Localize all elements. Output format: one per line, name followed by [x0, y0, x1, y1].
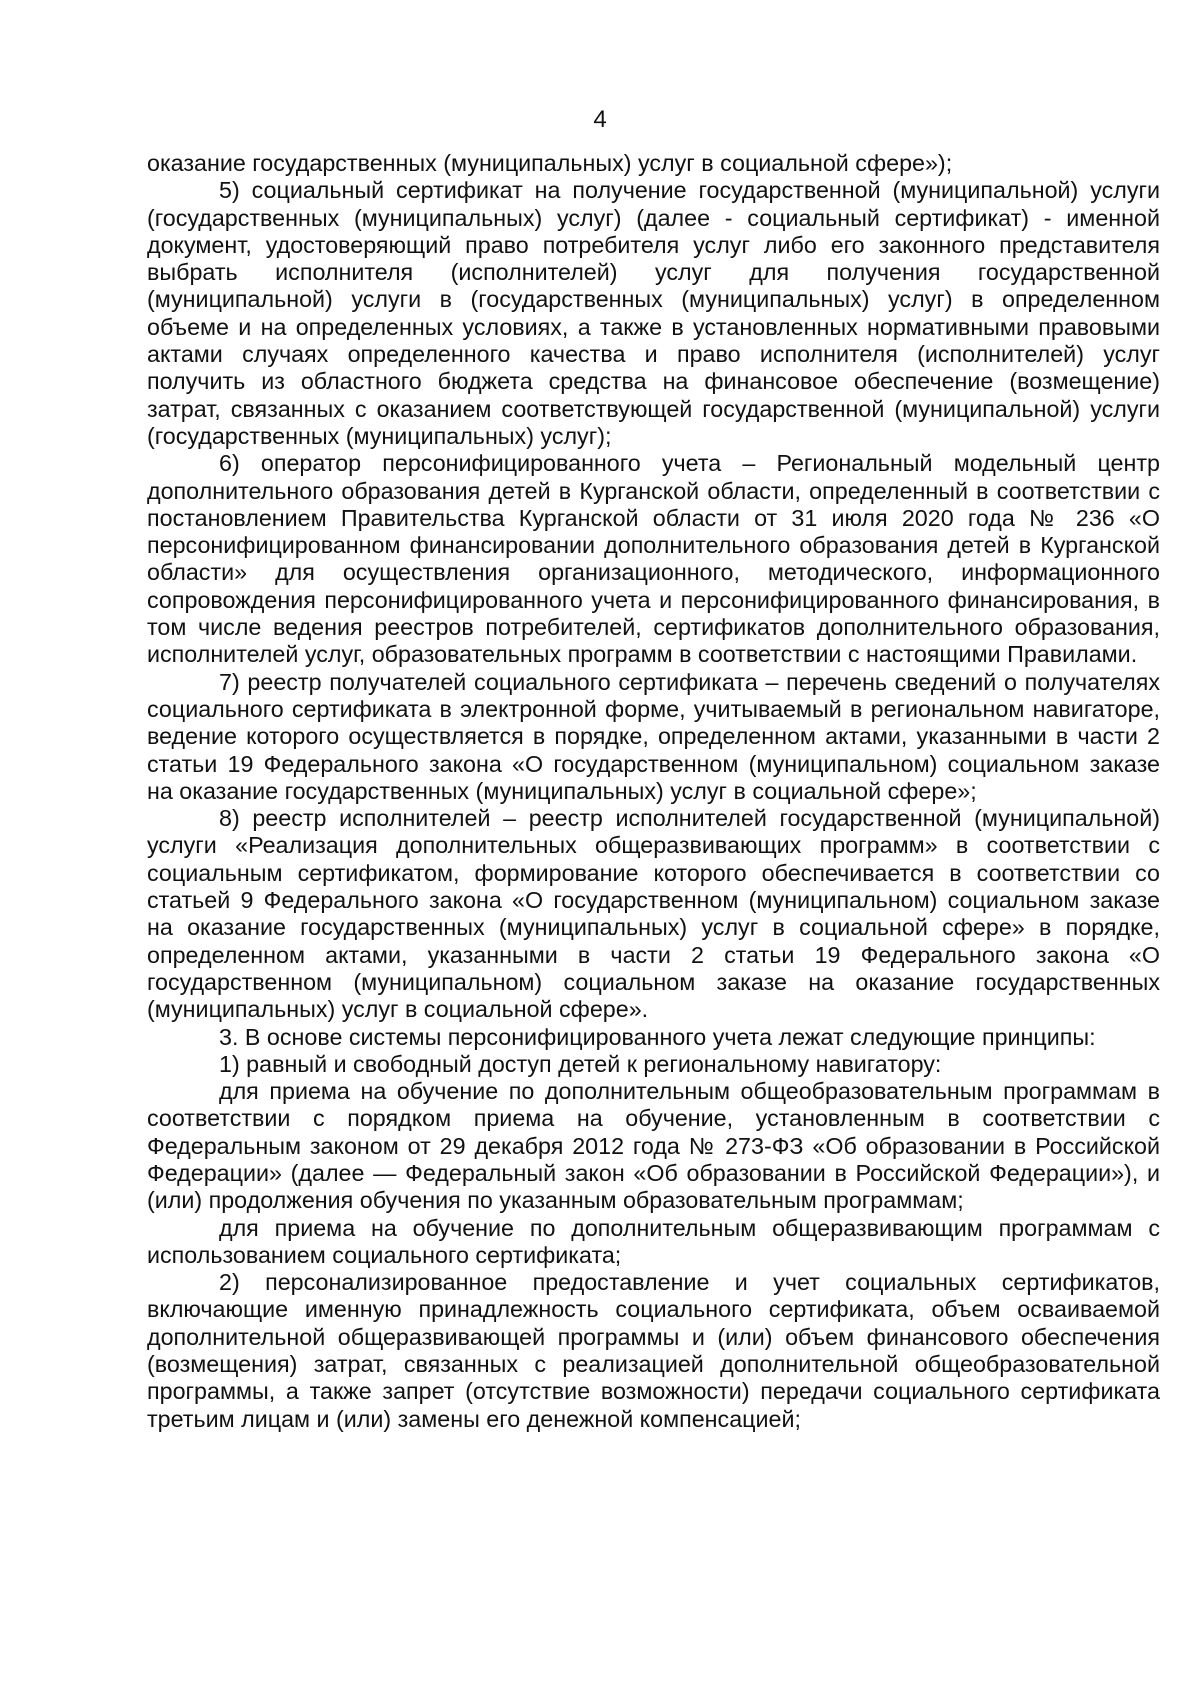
- paragraph-item-7: 7) реестр получателей социального сертификата – перечень сведений о получателях социального сертификата в электронной форме, учитываемый в региональном навигаторе, ведение которого осуществляется в порядке, определенном актами, указанными в части 2 статьи 19 Федерального закона «О государственном (муниципальном) социальном заказе на оказание государственных (муниципальных) услуг в социальной сфере»;: [147, 668, 1160, 804]
- paragraph-section-3: 3. В основе системы персонифицированного учета лежат следующие принципы:: [219, 1023, 1096, 1050]
- paragraph-item-8: 8) реестр исполнителей – реестр исполнителей государственной (муниципальной) услуги «Реализация дополнительных общеразвивающих программ» в соответствии с социальным сертификатом, формирование которого обеспечивается в соответствии со статьей 9 Федерального закона «О государственном (муниципальном) социальном заказе на оказание государственных (муниципальных) услуг в социальной сфере» в порядке, определенном актами, указанными в части 2 статьи 19 Федерального закона «О государственном (муниципальном) социальном заказе на оказание государственных (муниципальных) услуг в социальной сфере».: [147, 805, 1160, 1023]
- paragraph-continuation: оказание государственных (муниципальных) услуг в социальной сфере»);: [147, 150, 953, 176]
- paragraph-principle-1b: для приема на обучение по дополнительным общеразвивающим программам с использованием социального сертификата;: [147, 1214, 1160, 1268]
- document-body: [147, 150, 1160, 1433]
- paragraph-principle-2: 2) персонализированное предоставление и учет социальных сертификатов, включающие именную принадлежность социального сертификата, объем осваиваемой дополнительной общеразвивающей программы и (или) объем финансового обеспечения (возмещения) затрат, связанных с реализацией дополнительной общеобразовательной программы, а также запрет (отсутствие возможности) передачи социального сертификата третьим лицам и (или) замены его денежной компенсацией;: [147, 1269, 1160, 1432]
- paragraph-item-6: 6) оператор персонифицированного учета – Региональный модельный центр дополнительного образования детей в Курганской области, определенный в соответствии с постановлением Правительства Курганской области от 31 июля 2020 года № 236 «О персонифицированном финансировании дополнительного образования детей в Курганской области» для осуществления организационного, методического, информационного сопровождения персонифицированного учета и персонифицированного финансирования, в том числе ведения реестров потребителей, сертификатов дополнительного образования, исполнителей услуг, образовательных программ в соответствии с настоящими Правилами.: [147, 450, 1160, 668]
- paragraph-principle-1a: для приема на обучение по дополнительным общеобразовательным программам в соответствии с порядком приема на обучение, установленным в соответствии с Федеральным законом от 29 декабря 2012 года № 273-ФЗ «Об образовании в Российской Федерации» (далее — Федеральный закон «Об образовании в Российской Федерации»), и (или) продолжения обучения по указанным образовательным программам;: [147, 1078, 1160, 1214]
- page-number: 4: [593, 106, 607, 133]
- paragraph-principle-1: 1) равный и свободный доступ детей к региональному навигатору:: [219, 1050, 942, 1077]
- paragraph-item-5: 5) социальный сертификат на получение государственной (муниципальной) услуги (государственных (муниципальных) услуг) (далее - социальный сертификат) - именной документ, удостоверяющий право потребителя услуг либо его законного представителя выбрать исполнителя (исполнителей) услуг для получения государственной (муниципальной) услуги в (государственных (муниципальных) услуг) в определенном объеме и на определенных условиях, а также в установленных нормативными правовыми актами случаях определенного качества и право исполнителя (исполнителей) услуг получить из областного бюджета средства на финансовое обеспечение (возмещение) затрат, связанных с оказанием соответствующей государственной (муниципальной) услуги (государственных (муниципальных) услуг);: [147, 177, 1160, 449]
